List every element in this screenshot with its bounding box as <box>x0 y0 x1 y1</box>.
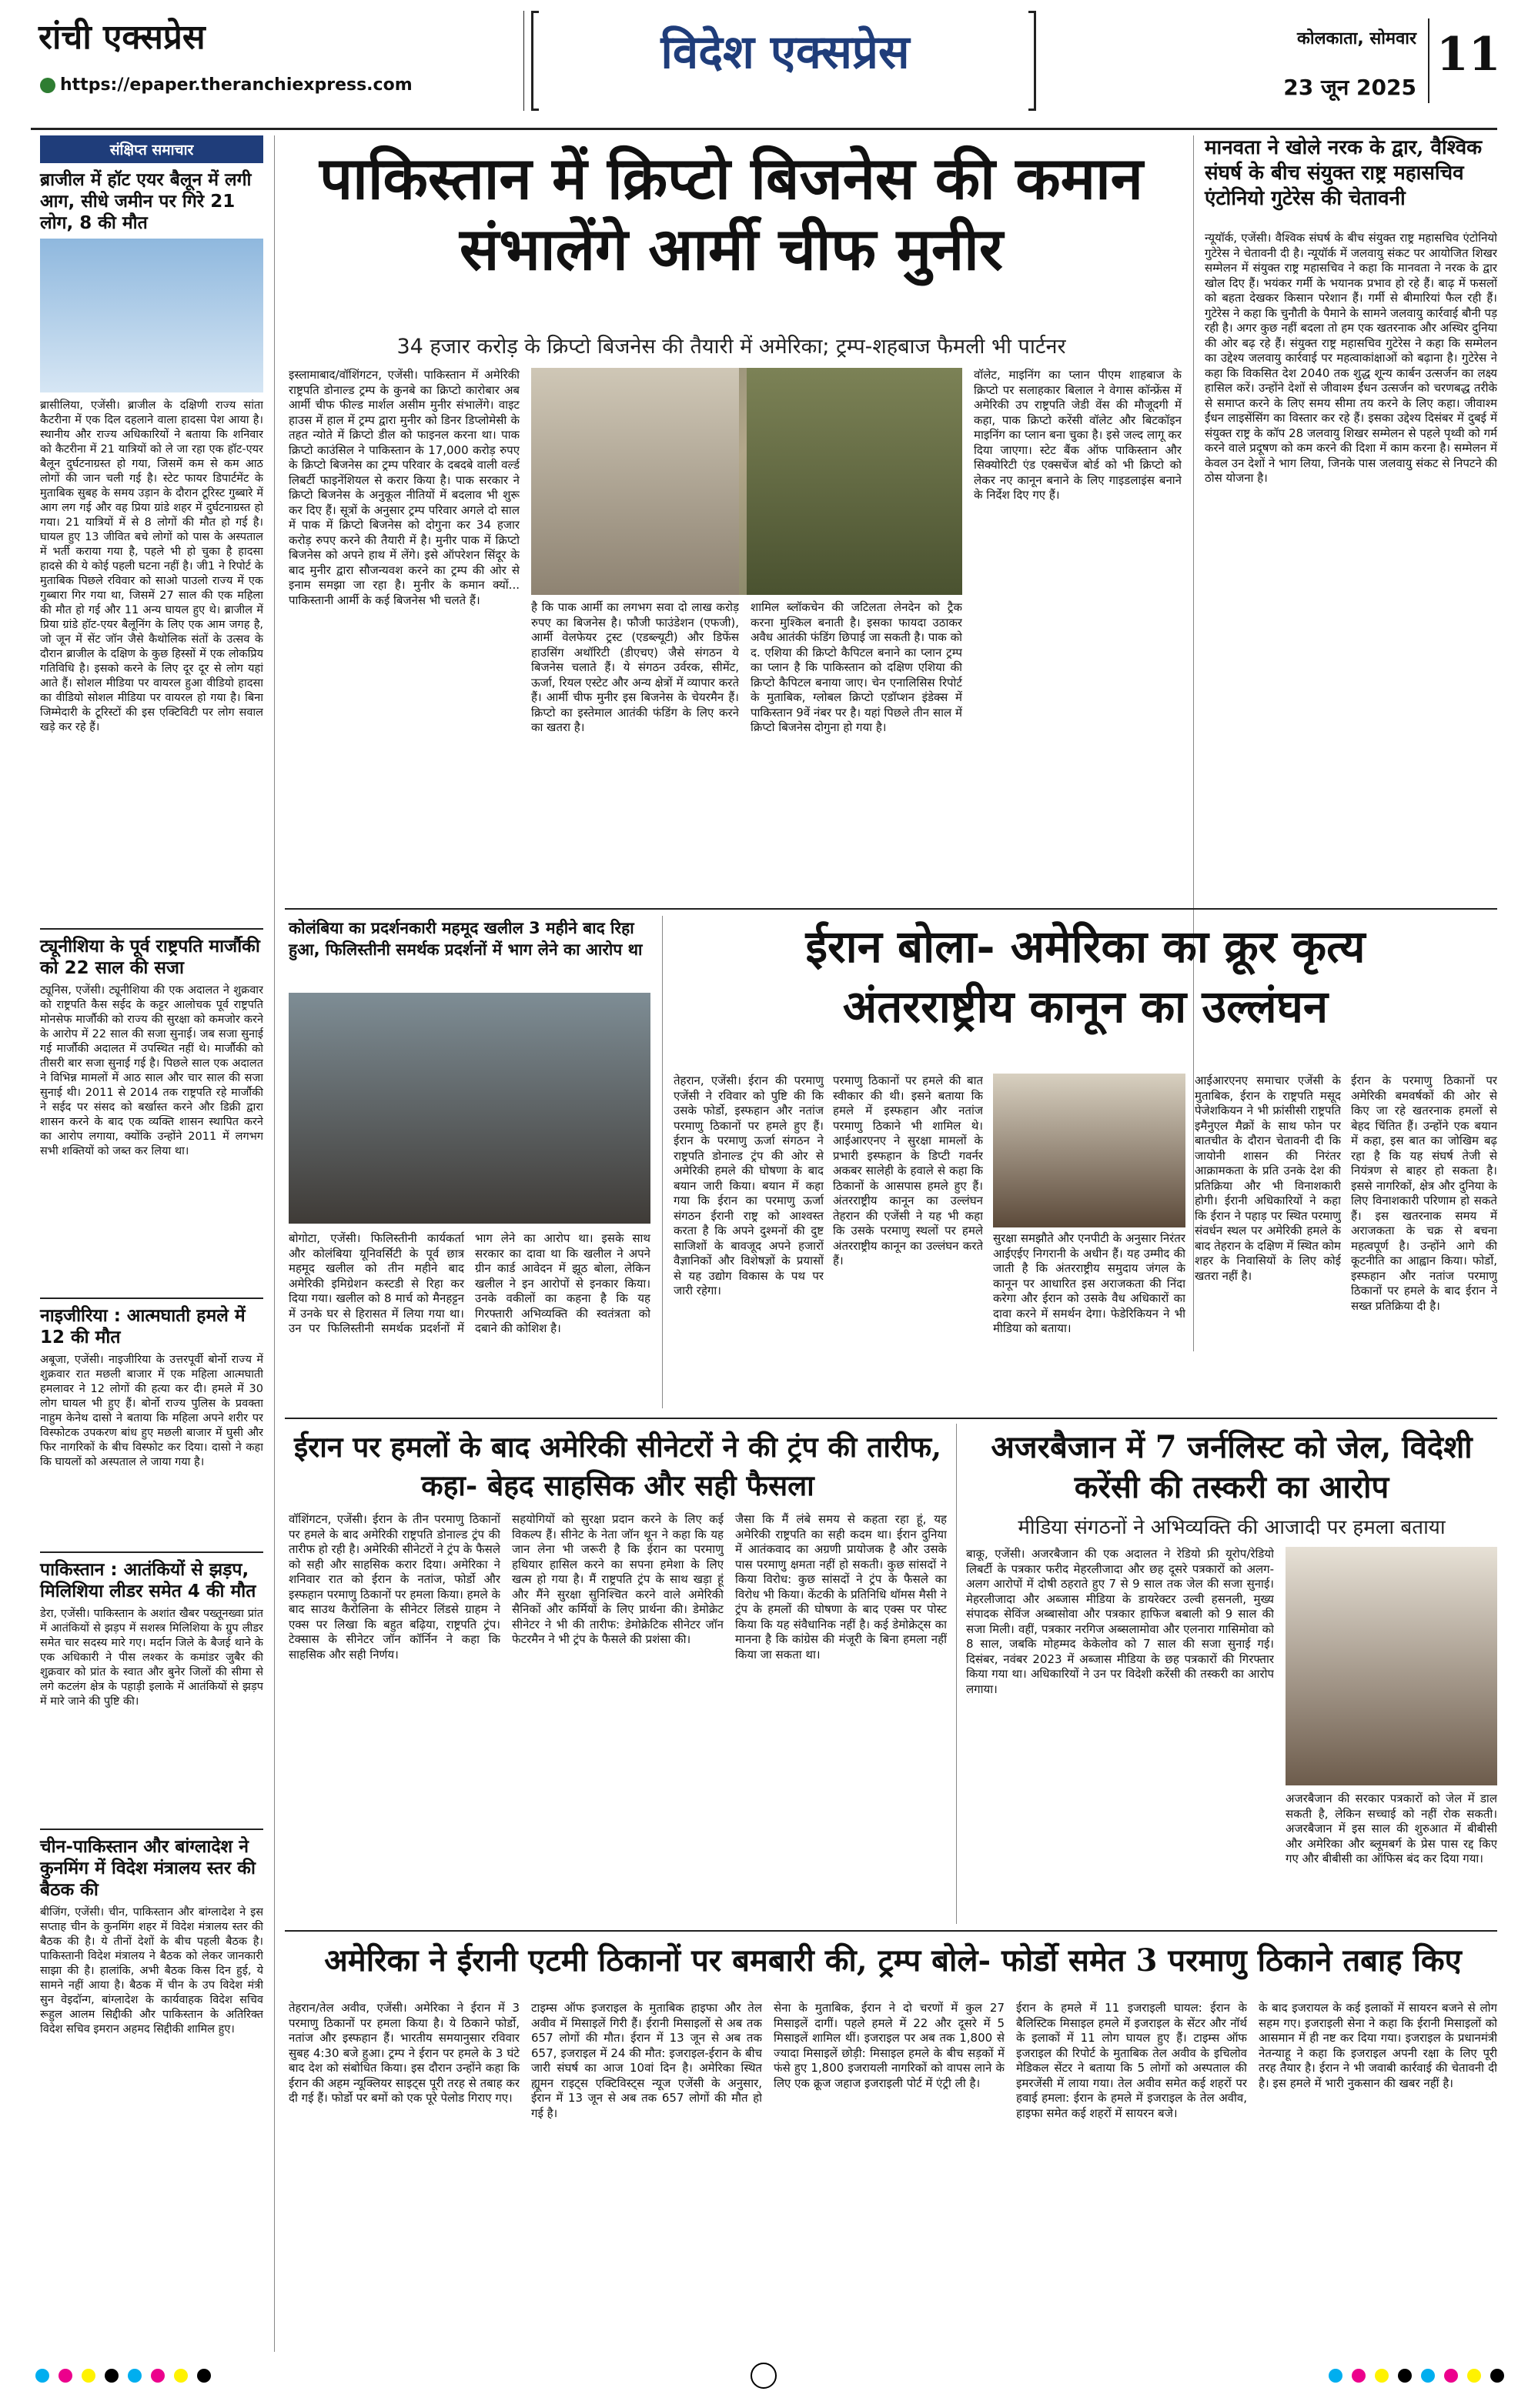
registration-crosshair-icon <box>751 2363 777 2389</box>
city-day: कोलकाता, सोमवार <box>1296 29 1416 48</box>
senators-col-1: वॉशिंगटन, एजेंसी। ईरान के तीन परमाणु ठिकानों पर हमले के बाद अमेरिकी राष्ट्रपति डोनाल्ड ट्रंप की तारीफ हो रही है। अमेरिकी सीनेटरों ने ट्रंप के फैसले को सही और साहसिक करार दिया। अमेरिका ने शनिवार रात को ईरान के नतांज, फोर्डो और इस्फहान परमाणु ठिकानों पर हमला किया। हमले के बाद साउथ कैरोलिना के सीनेटर लिंडसे ग्राहम ने एक्स पर लिखा कि बहुत बढ़िया, राष्ट्रपति ट्रंप। टेक्सास के सीनेटर जॉन कॉर्निन ने कहा कि साहसिक और सही निर्णय। <box>289 1512 500 1662</box>
azerbaijan-body: बाकू, एजेंसी। अजरबैजान की एक अदालत ने रेडियो फ्री यूरोप/रेडियो लिबर्टी के पत्रकार फरीद मेहरलीजादा और छह दूसरे पत्रकारों को अलग-अलग आरोपों में दोषी ठहराते हुए 7 से 9 साल तक जेल की सजा सुनाई। मेहरलीजादा और अब्जास मीडिया के डायरेक्टर उल्वी हसनली, मुख्य संपादक सेविंज अब्बासोवा और पत्रकार हाफिज बबाली को 9 साल की सजा मिली। वहीं, पत्रकार नरगिज अब्सलामोवा और एलनारा गासिमोवा को 8 साल, जबकि मोहम्मद केकेलोव को 7 साल की सजा सुनाई गई। दिसंबर, नवंबर 2023 में अब्जास मीडिया के छह पत्रकारों की गिरफ्तार किया गया था। अधिकारियों ने उन पर विदेशी करेंसी की तस्करी का आरोप लगाया। <box>966 1547 1274 1696</box>
lead-headline: पाकिस्तान में क्रिप्टो बिजनेस की कमान संभालेंगे आर्मी चीफ मुनीर <box>319 144 1143 283</box>
globe-icon <box>40 78 55 93</box>
brief-body: अबूजा, एजेंसी। नाइजीरिया के उत्तरपूर्वी बोर्नो राज्य में शुक्रवार रात मछली बाजार में एक महिला आत्मघाती हमलावर ने 12 लोगों की हत्या कर दी। हमले में 30 लोग घायल भी हुए हैं। बोर्नो राज्य पुलिस के प्रवक्ता नाहुम केनेथ दासो ने बताया कि महिला अपने शरीर पर विस्फोटक उपकरण बांध हुए मछली बाजार में घुसी और फिर नागरिकों के बीच विस्फोट कर दिया। दासो ने कहा कि घायलों को अस्पताल ले जाया गया है। <box>40 1354 263 1468</box>
azerbaijan-headline: अजरबैजान में 7 जर्नलिस्ट को जेल, विदेशी करेंसी की तस्करी का आरोप <box>991 1429 1473 1505</box>
masthead <box>31 11 1501 126</box>
iran-photo-caption: सुरक्षा समझौते और एनपीटी के अनुसार निरंतर आईएईए निगरानी के अधीन हैं। यह उम्मीद की जाती है कि अंतरराष्ट्रीय समुदाय जंगल के कानून पर आधारित इस अराजकता की निंदा करेगा और ईरान को उसके वैध अधिकारों का दावा करने में समर्थन देगा। फेडेरिकियन ने भी मीडिया को बताया। <box>993 1231 1185 1335</box>
brief-body: बीजिंग, एजेंसी। चीन, पाकिस्तान और बांग्लादेश ने इस सप्ताह चीन के कुनमिंग शहर में विदेश मंत्रालय स्तर की बैठक की है। ये तीनों देशों के बीच पहली बैठक है। पाकिस्तानी विदेश मंत्रालय ने बैठक को लेकर जानकारी साझा की है। हालांकि, अभी बैठक किस दिन हुई, ये सामने नहीं आया है। बैठक में चीन के उप विदेश मंत्री सुन वेइदॉन्ग, बांग्लादेश के कार्यवाहक विदेश सचिव रूहुल आलम सिद्दीकी और पाकिस्तान के अतिरिक्त विदेश सचिव इमरान अहमद सिद्दीकी शामिल हुए। <box>40 1906 263 2036</box>
azerbaijan-subhead: मीडिया संगठनों ने अभिव्यक्ति की आजादी पर हमला बताया <box>1018 1516 1446 1539</box>
brief-china <box>40 1836 263 2244</box>
azerbaijan-photo-caption: अजरबैजान की सरकार पत्रकारों को जेल में डाल सकती है, लेकिन सच्चाई को नहीं रोक सकती। अजरबैजान में इस साल की शुरुआत में बीबीसी और अमेरिका और ब्लूमबर्ग के प्रेस पास रद्द किए गए और बीबीसी का ऑफिस बंद कर दिया गया। <box>1286 1792 1497 1865</box>
bottom-headline: अमेरिका ने ईरानी एटमी ठिकानों पर बमबारी की, ट्रम्प बोले- फोर्डो समेत 3 परमाणु ठिकाने तबाह किए <box>324 1942 1462 1979</box>
registration-dots-left <box>31 2369 724 2392</box>
bottom-col-1: तेहरान/तेल अवीव, एजेंसी। अमेरिका ने ईरान में 3 परमाणु ठिकानों पर हमला किया है। ये ठिकाने फोर्डो, नतांज और इस्फहान हैं। भारतीय समयानुसार रविवार सुबह 4:30 बजे हुआ। ट्रम्प ने ईरान पर हमले के 3 घंटे बाद देश को संबोधित किया। इस दौरान उन्होंने कहा कि ईरान की अहम न्यूक्लियर साइट्स पूरी तरह से तबाह कर दी गई हैं। फोर्डो पर बमों को एक पूरे पेलोड गिराए गए। <box>289 2001 520 2105</box>
brief-brazil <box>40 169 263 922</box>
brief-headline: ब्राजील में हॉट एयर बैलून में लगी आग, सीधे जमीन पर गिरे 21 लोग, 8 की मौत <box>40 170 252 233</box>
shehbaz-portrait <box>531 368 739 595</box>
page-number: 11 <box>1436 28 1501 82</box>
brief-headline: ट्यूनीशिया के पूर्व राष्ट्रपति मार्जौकी को 22 साल की सजा <box>40 937 260 978</box>
brief-nigeria <box>40 1305 263 1545</box>
senators-col-3: जैसा कि मैं लंबे समय से कहता रहा हूं, यह अमेरिकी राष्ट्रपति का सही कदम था। ईरान दुनिया में आतंकवाद का अग्रणी प्रायोजक है और उसके पास परमाणु क्षमता नहीं हो सकती। कुछ सांसदों ने किया विरोध: कुछ सांसदों ने ट्रंप के फैसले का विरोध भी किया। केंटकी के प्रतिनिधि थॉमस मैसी ने ट्रंप के हमलों की घोषणा के बाद एक्स पर पोस्ट किया कि यह संवैधानिक नहीं है। कई डेमोक्रेट्स का मानना है कि कांग्रेस की मंजूरी के बिना हमला नहीं किया जा सकता था। <box>735 1512 947 1662</box>
lead-col-2: है कि पाक आर्मी का लगभग सवा दो लाख करोड़ रुपए का बिजनेस है। फौजी फाउंडेशन (एफजी), आर्मी वेलफेयर ट्रस्ट (एडब्ल्यूटी) और डिफेंस हाउसिंग अथॉरिटी (डीएचए) जैसे संगठन ये बिजनेस चलाते हैं। ये संगठन उर्वरक, सीमेंट, ऊर्जा, रियल एस्टेट और अन्य क्षेत्रों में व्यापार करते हैं। आर्मी चीफ मुनीर इस बिजनेस के चेयरमैन हैं। क्रिप्टो का इस्तेमाल आतंकी फंडिंग के लिए करने का खतरा है। <box>531 600 739 734</box>
brief-headline: चीन-पाकिस्तान और बांग्लादेश ने कुनमिंग में विदेश मंत्रालय स्तर की बैठक की <box>40 1837 256 1900</box>
iran-col-4: ईरान के परमाणु ठिकानों पर अमेरिकी बमवर्षकों की ओर से किए जा रहे खतरनाक हमलों से बेहद चिंतित हैं। उन्होंने एक बयान में कहा, इस बात का जोखिम बढ़ रहा है कि यह संघर्ष तेजी से नियंत्रण से बाहर हो सकता है। इससे नागरिकों, क्षेत्र और दुनिया के लिए विनाशकारी परिणाम हो सकते हैं। इस खतरनाक समय में अराजकता के चक्र से बचना महत्वपूर्ण है। उन्होंने आगे की कूटनीति का आह्वान किया। फोर्डो, इस्फहान और नतांज परमाणु ठिकानों पर हमले के बाद ईरान ने सख्त प्रतिक्रिया दी है। <box>1351 1074 1497 1313</box>
senators-col-2: सहयोगियों को सुरक्षा प्रदान करने के लिए कई विकल्प हैं। सीनेट के नेता जॉन थून ने कहा कि यह जान लेना भी जरूरी है कि ईरान का परमाणु हथियार हासिल करने का सपना हमेशा के लिए खत्म हो गया है। मैं राष्ट्रपति ट्रंप के साथ खड़ा हूं और मैंने सुरक्षा सुनिश्चित करने वाले अमेरिकी सैनिकों और कर्मियों के लिए प्रार्थना की। डेमोक्रेट सीनेटर ने भी की तारीफ: डेमोक्रेटिक सीनेटर जॉन फेटरमैन ने भी ट्रंप के फैसले की प्रशंसा की। <box>512 1512 724 1646</box>
colombia-body: बोगोटा, एजेंसी। फिलिस्तीनी कार्यकर्ता और कोलंबिया यूनिवर्सिटी के पूर्व छात्र महमूद खलील को तीन महीने बाद अमेरिकी इमिग्रेशन कस्टडी से रिहा कर दिया गया। खलील को 8 मार्च को मैनहट्टन में उनके घर से हिरासत में लिया गया था। उन पर फिलिस्तीनी समर्थक प्रदर्शनों में भाग लेने का आरोप था। इसके साथ सरकार का दावा था कि खलील ने अपने ग्रीन कार्ड आवेदन में झूठ बोला, लेकिन खलील ने इन आरोपों से इनकार किया। उनके वकीलों का कहना है कि यह गिरफ्तारी अभिव्यक्ति की स्वतंत्रता को दबाने की कोशिश है। <box>289 1231 650 1335</box>
bottom-col-3: सेना के मुताबिक, ईरान ने दो चरणों में कुल 27 मिसाइलें दागीं। पहले हमले में 22 और दूसरे में 5 मिसाइलें शामिल थीं। इजराइल पर अब तक 1,800 से ज्यादा मिसाइलें छोड़ी: मिसाइल हमले के बीच सड़कों में फंसे हुए 1,800 इजरायली नागरिकों को वापस लाने के लिए एक क्रूज जहाज इजराइली पोर्ट में एंट्री ली है। <box>774 2001 1005 2090</box>
issue-date: 23 जून 2025 <box>1283 75 1416 100</box>
brief-headline: नाइजीरिया : आत्मघाती हमले में 12 की मौत <box>40 1306 246 1348</box>
bottom-col-5: के बाद इजरायल के कई इलाकों में सायरन बजने से लोग सहम गए। इजराइली सेना ने कहा कि ईरानी मिसाइलों को आसमान में ही नष्ट कर दिया गया। इजराइल के प्रधानमंत्री नेतन्याहू ने कहा कि इजराइल अपनी रक्षा के लिए पूरी तरह तैयार है। ईरान ने भी जवाबी कार्रवाई की चेतावनी दी है। इस हमले में भारी नुकसान की खबर नहीं है। <box>1259 2001 1497 2090</box>
brief-headline: पाकिस्तान : आतंकियों से झड़प, मिलिशिया लीडर समेत 4 की मौत <box>40 1560 256 1601</box>
munir-portrait <box>747 368 962 595</box>
brief-tunisia <box>40 936 263 1291</box>
lead-col-4: वॉलेट, माइनिंग का प्लान पीएम शाहबाज के क्रिप्टो पर सलाहकार बिलाल ने वेगास कॉन्फ्रेंस में अमेरिकी उप राष्ट्रपति जेडी वेंस की मौजूदगी में कहा, पाक क्रिप्टो करेंसी वॉलेट और बिटकॉइन माइनिंग का प्लान बना चुका है। इसे जल्द लागू कर दिया जाएगा। स्टेट बैंक ऑफ पाकिस्तान और सिक्योरिटी एंड एक्सचेंज बोर्ड को भी क्रिप्टो को लेकर नए कानून बनाने के लिए गाइडलाइंस बनाने के निर्देश दिए गए हैं। <box>974 368 1182 502</box>
brief-pakistan <box>40 1559 263 1822</box>
khalil-photo <box>289 993 650 1224</box>
lead-subhead: 34 हजार करोड़ के क्रिप्टो बिजनेस की तैयारी में अमेरिका; ट्रम्प-शहबाज फैमली भी पार्टनर <box>396 335 1066 359</box>
lead-col-3: शामिल ब्लॉकचेन की जटिलता लेनदेन को ट्रैक करना मुश्किल बनाती है। इसका फायदा उठाकर अवैध आतंकी फंडिंग छिपाई जा सकती है। पाक को द. एशिया की क्रिप्टो कैपिटल बनाने का प्लान ट्रम्प का प्लान है कि पाकिस्तान को दक्षिण एशिया की क्रिप्टो कैपिटल बनाया जाए। चेन एनालिसिस रिपोर्ट के मुताबिक, ग्लोबल क्रिप्टो एडॉप्शन इंडेक्स में पाकिस्तान 9वें नंबर पर है। यहां पिछले तीन साल में क्रिप्टो बिजनेस दोगुना हो गया है। <box>751 600 962 734</box>
journalist-photo <box>1286 1547 1497 1785</box>
colombia-headline: कोलंबिया का प्रदर्शनकारी महमूद खलील 3 महीने बाद रिहा हुआ, फिलिस्तीनी समर्थक प्रदर्शनों में भाग लेने का आरोप था <box>289 919 643 959</box>
iran-headline-line2: अंतरराष्ट्रीय कानून का उल्लंघन <box>842 980 1329 1033</box>
brief-body: डेरा, एजेंसी। पाकिस्तान के अशांत खैबर पख्तूनख्वा प्रांत में आतंकियों से झड़प में सशस्त्र मिलिशिया के ग्रुप लीडर समेत चार सदस्य मारे गए। मर्दान जिले के बैजई थाने के एक अधिकारी ने पीस लश्कर के कमांडर जुबैर की शुक्रवार को प्रांत के स्वात और बुनेर जिलों की सीमा से लगे कटलंग क्षेत्र के पहाड़ी इलाके में आतंकियों से झड़प में मारे जाने की पुष्टि की। <box>40 1608 263 1708</box>
iran-col-2: परमाणु ठिकानों पर हमले की बात स्वीकार की थी। इसने बताया कि हमले में इस्फहान और नतांज परमाणु ठिकाने भी शामिल थे। आईआरएनए ने सुरक्षा मामलों के प्रभारी इस्फहान के डिप्टी गवर्नर अकबर सालेही के हवाले से कहा कि ठिकानों के आसपास हमले हुए हैं। अंतरराष्ट्रीय कानून का उल्लंघन तेहरान की एजेंसी ने यह भी कहा कि उसके परमाणु स्थलों पर हमले अंतरराष्ट्रीय कानून का उल्लंघन करते हैं। <box>833 1074 983 1267</box>
iran-col-3: आईआरएनए समाचार एजेंसी के मुताबिक, ईरान के राष्ट्रपति मसूद पेजेशकियन ने भी फ्रांसीसी राष्ट्रपति इमैनुएल मैक्रों के साथ फोन पर बातचीत के दौरान चेतावनी दी कि जायोनी शासन की निरंतर आक्रामकता के प्रति उनके देश की प्रतिक्रिया और भी विनाशकारी होगी। ईरानी अधिकारियों ने कहा कि ईरान ने पहाड़ पर स्थित परमाणु संवर्धन स्थल पर अमेरिकी हमले के बाद तेहरान के दक्षिण में स्थित कोम शहर के निवासियों के लिए कोई खतरा नहीं है। <box>1195 1074 1341 1283</box>
brief-body: ट्यूनिस, एजेंसी। ट्यूनीशिया की एक अदालत ने शुक्रवार को राष्ट्रपति कैस सईद के कट्टर आलोचक पूर्व राष्ट्रपति मोनसेफ मार्जौकी को राज्य की सुरक्षा को कमजोर करने के आरोप में 22 साल की सजा सुनाई। जब सजा सुनाई गई मार्जौकी अदालत में उपस्थित नहीं थे। मार्जौकी को तीसरी बार सजा सुनाई गई है। पिछले साल एक अदालत ने विभिन्न मामलों में आठ साल और चार साल की सजा सुनाई थी। 2011 से 2014 तक राष्ट्रपति रहे मार्जौकी ने सईद पर संसद को बर्खास्त करने और डिक्री द्वारा शासन करने के बाद एक व्यक्ति शासन स्थापित करने का आरोप लगाया, क्योंकि उन्होंने 2011 में लगभग सभी शक्तियों को जब्त कर लिया था। <box>40 984 263 1157</box>
brief-body: ब्रासीलिया, एजेंसी। ब्राजील के दक्षिणी राज्य सांता कैटरीना में एक दिल दहलाने वाला हादसा पेश आया है। स्थानीय और राज्य अधिकारियों ने बताया कि शनिवार को कैटरीना में 21 यात्रियों को ले जा रहा एक हॉट-एयर बैलून दुर्घटनाग्रस्त हो गया, जिसमें कम से कम आठ लोगों की जान चली गई है। स्टेट फायर डिपार्टमेंट के मुताबिक सुबह के समय उड़ान के दौरान टूरिस्ट गुब्बारे में आग लग गई और वह प्रिया ग्रांडे शहर में दुर्घटनाग्रस्त हो गया। 21 यात्रियों में से 8 लोगों की मौत हो गई है। घायल हुए 13 जीवित बचे लोगों को पास के अस्पताल में भर्ती कराया गया है, पहले भी हो चुका है हादसा हादसे की ये कोई पहली घटना नहीं है। जी1 ने रिपोर्ट के मुताबिक पिछले रविवार को साओ पाउलो राज्य में एक गुब्बारा गिर गया था, जिसमें 27 साल की एक महिला की मौत हो गई और 11 अन्य घायल हुए थे। ब्राजील में प्रिया ग्रांडे हॉट-एयर बैलूनिंग के लिए एक आम जगह है, जो जून में सेंट जॉन जैसे कैथोलिक संतों के उत्सव के दौरान ब्राजील के दक्षिण के कुछ हिस्सों में एक लोकप्रिय गतिविधि है। इसको करने के लिए दूर दूर से लोग यहां आते हैं। सोशल मीडिया पर वायरल हुआ वीडियो हादसा का वीडियो सोशल मीडिया पर वायरल हो गया है। बिना जिम्मेदारी के टूरिस्टों की इस एक्टिविटी पर लोग सवाल खड़े कर रहे हैं। <box>40 399 263 733</box>
newspaper-logo: रांची एक्सप्रेस <box>38 18 206 57</box>
balloon-fire-photo <box>40 239 263 392</box>
briefs-column <box>40 135 263 2367</box>
iran-col-1: तेहरान, एजेंसी। ईरान की परमाणु एजेंसी ने रविवार को पुष्टि की कि उसके फोर्डो, इस्फहान और नतांज परमाणु ठिकानों पर हमले हुए हैं। ईरान के परमाणु ऊर्जा संगठन ने राष्ट्रपति डोनाल्ड ट्रंप की ओर से अमेरिकी हमले की घोषणा के बाद बयान जारी किया। बयान में कहा गया कि ईरान का परमाणु ऊर्जा संगठन ईरानी राष्ट्र को आश्वस्त करता है कि अपने दुश्मनों की दुष्ट साजिशों के बावजूद अपने हजारों वैज्ञानिकों और विशेषज्ञों के प्रयासों से यह उद्योग विकास के पथ पर जारी रहेगा। <box>674 1074 824 1298</box>
iran-headline-line1: ईरान बोला- अमेरिका का क्रूर कृत्य <box>805 920 1366 973</box>
lead-photo <box>531 368 962 595</box>
epaper-link[interactable]: https://epaper.theranchiexpress.com <box>40 75 413 95</box>
briefs-label: संक्षिप्त समाचार <box>40 135 263 163</box>
guterres-headline: मानवता ने खोले नरक के द्वार, वैश्विक संघर्ष के बीच संयुक्त राष्ट्र महासचिव एंटोनियो गुटेरेस की चेतावनी <box>1205 136 1483 210</box>
registration-dots-right <box>847 2369 1509 2392</box>
senators-headline: ईरान पर हमलों के बाद अमेरिकी सीनेटरों ने की ट्रंप की तारीफ, कहा- बेहद साहसिक और सही फैसला <box>293 1430 942 1502</box>
bottom-col-2: टाइम्स ऑफ इजराइल के मुताबिक हाइफा और तेल अवीव में मिसाइलें गिरी हैं। ईरानी मिसाइलों से अब तक 657 लोगों की मौत। ईरान में 13 जून से अब तक 657, इजराइल में 24 की मौत: इजराइल-ईरान के बीच जारी संघर्ष का आज 10वां दिन है। अमेरिका स्थित ह्यूमन राइट्स एक्टिविस्ट्स न्यूज एजेंसी के अनुसार, ईरान में 13 जून से अब तक 657 लोगों की मौत हो गई है। <box>531 2001 762 2120</box>
section-title: विदेश एक्सप्रेस <box>660 25 910 79</box>
khamenei-photo <box>993 1074 1185 1227</box>
lead-col-1: इस्लामाबाद/वॉशिंगटन, एजेंसी। पाकिस्तान में अमेरिकी राष्ट्रपति डोनाल्ड ट्रम्प के कुनबे का क्रिप्टो कारोबार अब आर्मी चीफ फील्ड मार्शल असीम मुनीर संभालेंगे। वाइट हाउस में हाल में ट्रम्प द्वारा मुनीर को डिनर डिप्लोमेसी के तहत न्योते में क्रिप्टो डील को फाइनल करना था। पाक क्रिप्टो काउंसिल ने पाकिस्तान के 17,000 करोड़ रुपए के क्रिप्टो बिजनेस का ट्रम्प परिवार के दबदबे वाली वर्ल्ड लिबर्टी फाइनेंशियल से करार किया है। पाक सरकार ने क्रिप्टो बिजनेस के अनुकूल नीतियों में बदलाव भी शुरू कर दिए हैं। सूत्रों के अनुसार ट्रम्प परिवार अगले दो साल में पाक में क्रिप्टो बिजनेस को दोगुना कर 34 हजार करोड़ रुपए करने की तैयारी में है। मुनीर पाक में क्रिप्टो बिजनेस को अपने हाथ में लेंगे। इसे ऑपरेशन सिंदूर के बाद मुनीर द्वारा सौजन्यवश करने का ट्रम्प की ओर से इनाम समझा जा रहा है। मुनीर के कमान क्यों... पाकिस्तानी आर्मी के कई बिजनेस भी चलते हैं। <box>289 368 520 607</box>
guterres-body: न्यूयॉर्क, एजेंसी। वैश्विक संघर्ष के बीच संयुक्त राष्ट्र महासचिव एंटोनियो गुटेरेस ने चेतावनी दी है। न्यूयॉर्क में जलवायु संकट पर आयोजित शिखर सम्मेलन में संयुक्त राष्ट्र महासचिव ने कहा कि मानवता ने नरक के द्वार खोल दिए हैं। भयंकर गर्मी के भयानक प्रभाव हो रहे हैं। बाढ़ में फसलों को बहता देखकर किसान परेशान हैं। गर्मी से बीमारियां फैल रही हैं। गुटेरेस ने कहा कि चुनौती के पैमाने के सामने जलवायु कार्रवाई बौनी पड़ रही है। अगर कुछ नहीं बदला तो हम एक खतरनाक और अस्थिर दुनिया की ओर बढ़ रहे हैं। संयुक्त राष्ट्र महासचिव गुटेरेस ने कहा कि सम्मेलन का उद्देश्य जलवायु कार्रवाई पर महत्वाकांक्षाओं को बढ़ाना है। गुटेरेस ने कहा कि विकसित देश 2040 तक शुद्ध शून्य कार्बन उत्सर्जन का लक्ष्य हासिल करें। उन्होंने देशों से जीवाश्म ईंधन उत्सर्जन को चरणबद्ध तरीके से समाप्त करने के लिए समय सीमा तय करने के लिए कहा। जीवाश्म ईंधन लाइसेंसिंग का विस्तार कर रहे हैं। इसका उद्देश्य दिसंबर में दुबई में संयुक्त राष्ट्र के कॉप 28 जलवायु शिखर सम्मेलन से पहले पृथ्वी को गर्म करने वाले प्रदूषण को कम करने की दिशा में काम करना है। सम्मेलन में केवल उन देशों ने भाग लिया, जिनके पास जलवायु संकट से निपटने की ठोस योजना है। <box>1205 231 1497 485</box>
bottom-col-4: ईरान के हमले में 11 इजराइली घायल: ईरान के बैलिस्टिक मिसाइल हमले में इजराइल के सेंटर और नॉर्थ के इलाकों में 11 लोग घायल हुए हैं। टाइम्स ऑफ इजराइल की रिपोर्ट के मुताबिक तेल अवीव के इचिलोव मेडिकल सेंटर ने बताया कि 5 लोगों को अस्पताल की इमरजेंसी में लाया गया। तेल अवीव समेत कई शहरों पर हवाई हमला: ईरान के हमले में इजराइल के तेल अवीव, हाइफा समेत कई शहरों में सायरन बजे। <box>1016 2001 1247 2120</box>
